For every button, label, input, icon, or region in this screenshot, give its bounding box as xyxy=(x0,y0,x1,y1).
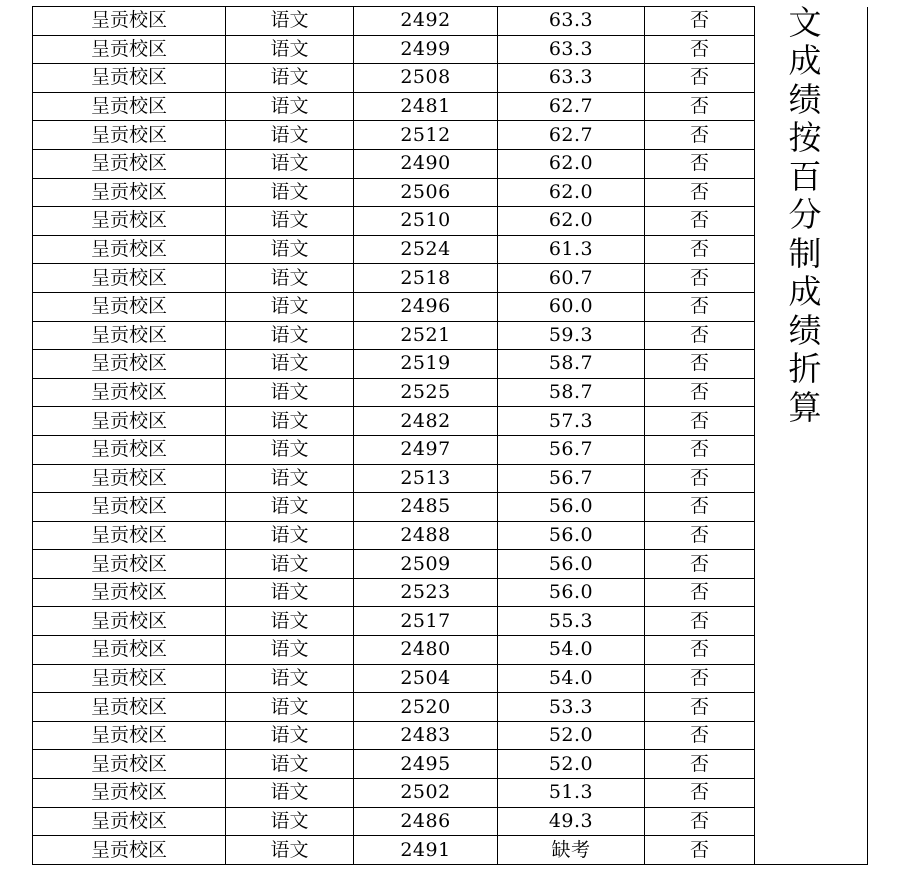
student-id-cell: 2496 xyxy=(354,292,498,321)
student-id-cell: 2517 xyxy=(354,607,498,636)
flag-cell: 否 xyxy=(645,35,755,64)
score-cell: 61.3 xyxy=(498,235,645,264)
flag-cell: 否 xyxy=(645,292,755,321)
subject-cell: 语文 xyxy=(226,521,354,550)
table-row xyxy=(33,664,868,693)
campus-cell: 呈贡校区 xyxy=(33,178,226,207)
campus-cell: 呈贡校区 xyxy=(33,807,226,836)
campus-cell: 呈贡校区 xyxy=(33,435,226,464)
score-cell: 60.0 xyxy=(498,292,645,321)
subject-cell: 语文 xyxy=(226,636,354,665)
score-cell: 63.3 xyxy=(498,64,645,93)
table-row xyxy=(33,321,868,350)
student-id-cell: 2481 xyxy=(354,92,498,121)
campus-cell: 呈贡校区 xyxy=(33,92,226,121)
subject-cell: 语文 xyxy=(226,779,354,808)
table-row xyxy=(33,350,868,379)
subject-cell: 语文 xyxy=(226,836,354,865)
subject-cell: 语文 xyxy=(226,664,354,693)
table-row xyxy=(33,121,868,150)
subject-cell: 语文 xyxy=(226,121,354,150)
subject-cell: 语文 xyxy=(226,64,354,93)
flag-cell: 否 xyxy=(645,607,755,636)
campus-cell: 呈贡校区 xyxy=(33,207,226,236)
table-row xyxy=(33,35,868,64)
campus-cell: 呈贡校区 xyxy=(33,121,226,150)
flag-cell: 否 xyxy=(645,378,755,407)
table-row xyxy=(33,7,868,36)
score-cell: 62.0 xyxy=(498,149,645,178)
student-id-cell: 2490 xyxy=(354,149,498,178)
campus-cell: 呈贡校区 xyxy=(33,493,226,522)
score-cell: 56.0 xyxy=(498,578,645,607)
score-table xyxy=(32,3,868,865)
student-id-cell: 2523 xyxy=(354,578,498,607)
score-cell: 59.3 xyxy=(498,321,645,350)
student-id-cell: 2512 xyxy=(354,121,498,150)
subject-cell: 语文 xyxy=(226,435,354,464)
flag-cell: 否 xyxy=(645,664,755,693)
student-id-cell: 2483 xyxy=(354,721,498,750)
table-row xyxy=(33,378,868,407)
campus-cell: 呈贡校区 xyxy=(33,464,226,493)
table-row xyxy=(33,607,868,636)
table-row xyxy=(33,779,868,808)
campus-cell: 呈贡校区 xyxy=(33,779,226,808)
subject-cell: 语文 xyxy=(226,721,354,750)
subject-cell: 语文 xyxy=(226,807,354,836)
side-note-cell xyxy=(755,3,868,865)
campus-cell: 呈贡校区 xyxy=(33,7,226,36)
campus-cell: 呈贡校区 xyxy=(33,636,226,665)
student-id-cell: 2504 xyxy=(354,664,498,693)
campus-cell: 呈贡校区 xyxy=(33,350,226,379)
campus-cell: 呈贡校区 xyxy=(33,836,226,865)
flag-cell: 否 xyxy=(645,779,755,808)
flag-cell: 否 xyxy=(645,435,755,464)
table-row xyxy=(33,578,868,607)
student-id-cell: 2482 xyxy=(354,407,498,436)
flag-cell: 否 xyxy=(645,178,755,207)
student-id-cell: 2485 xyxy=(354,493,498,522)
score-cell: 52.0 xyxy=(498,721,645,750)
table-row xyxy=(33,64,868,93)
flag-cell: 否 xyxy=(645,264,755,293)
subject-cell: 语文 xyxy=(226,578,354,607)
score-cell: 56.7 xyxy=(498,464,645,493)
table-row xyxy=(33,807,868,836)
flag-cell: 否 xyxy=(645,350,755,379)
table-row xyxy=(33,149,868,178)
student-id-cell: 2506 xyxy=(354,178,498,207)
subject-cell: 语文 xyxy=(226,178,354,207)
student-id-cell: 2521 xyxy=(354,321,498,350)
score-cell: 62.7 xyxy=(498,121,645,150)
table-row xyxy=(33,92,868,121)
campus-cell: 呈贡校区 xyxy=(33,750,226,779)
student-id-cell: 2513 xyxy=(354,464,498,493)
score-cell: 56.0 xyxy=(498,493,645,522)
campus-cell: 呈贡校区 xyxy=(33,378,226,407)
subject-cell: 语文 xyxy=(226,292,354,321)
flag-cell: 否 xyxy=(645,750,755,779)
student-id-cell: 2491 xyxy=(354,836,498,865)
campus-cell: 呈贡校区 xyxy=(33,664,226,693)
table-row xyxy=(33,264,868,293)
subject-cell: 语文 xyxy=(226,92,354,121)
subject-cell: 语文 xyxy=(226,607,354,636)
flag-cell: 否 xyxy=(645,464,755,493)
flag-cell: 否 xyxy=(645,578,755,607)
table-row xyxy=(33,521,868,550)
subject-cell: 语文 xyxy=(226,207,354,236)
table-row xyxy=(33,750,868,779)
flag-cell: 否 xyxy=(645,7,755,36)
flag-cell: 否 xyxy=(645,636,755,665)
subject-cell: 语文 xyxy=(226,550,354,579)
student-id-cell: 2480 xyxy=(354,636,498,665)
score-cell: 63.3 xyxy=(498,35,645,64)
flag-cell: 否 xyxy=(645,321,755,350)
score-cell: 58.7 xyxy=(498,350,645,379)
subject-cell: 语文 xyxy=(226,7,354,36)
subject-cell: 语文 xyxy=(226,750,354,779)
table-row xyxy=(33,235,868,264)
student-id-cell: 2525 xyxy=(354,378,498,407)
score-cell: 51.3 xyxy=(498,779,645,808)
subject-cell: 语文 xyxy=(226,235,354,264)
table-row xyxy=(33,464,868,493)
score-table-body xyxy=(33,3,868,865)
table-row xyxy=(33,207,868,236)
subject-cell: 语文 xyxy=(226,350,354,379)
campus-cell: 呈贡校区 xyxy=(33,64,226,93)
student-id-cell: 2502 xyxy=(354,779,498,808)
score-cell: 52.0 xyxy=(498,750,645,779)
subject-cell: 语文 xyxy=(226,493,354,522)
score-cell: 54.0 xyxy=(498,664,645,693)
campus-cell: 呈贡校区 xyxy=(33,149,226,178)
student-id-cell: 2519 xyxy=(354,350,498,379)
score-cell: 56.7 xyxy=(498,435,645,464)
campus-cell: 呈贡校区 xyxy=(33,407,226,436)
table-row xyxy=(33,693,868,722)
flag-cell: 否 xyxy=(645,149,755,178)
student-id-cell: 2495 xyxy=(354,750,498,779)
subject-cell: 语文 xyxy=(226,464,354,493)
table-row xyxy=(33,178,868,207)
campus-cell: 呈贡校区 xyxy=(33,607,226,636)
score-cell: 49.3 xyxy=(498,807,645,836)
flag-cell: 否 xyxy=(645,521,755,550)
campus-cell: 呈贡校区 xyxy=(33,321,226,350)
flag-cell: 否 xyxy=(645,235,755,264)
student-id-cell: 2486 xyxy=(354,807,498,836)
flag-cell: 否 xyxy=(645,493,755,522)
score-cell: 62.0 xyxy=(498,207,645,236)
score-cell: 58.7 xyxy=(498,378,645,407)
flag-cell: 否 xyxy=(645,64,755,93)
campus-cell: 呈贡校区 xyxy=(33,264,226,293)
table-row xyxy=(33,435,868,464)
score-cell: 缺考 xyxy=(498,836,645,865)
subject-cell: 语文 xyxy=(226,321,354,350)
student-id-cell: 2488 xyxy=(354,521,498,550)
table-row xyxy=(33,721,868,750)
subject-cell: 语文 xyxy=(226,149,354,178)
flag-cell: 否 xyxy=(645,407,755,436)
score-cell: 63.3 xyxy=(498,7,645,36)
flag-cell: 否 xyxy=(645,807,755,836)
score-cell: 62.0 xyxy=(498,178,645,207)
campus-cell: 呈贡校区 xyxy=(33,693,226,722)
flag-cell: 否 xyxy=(645,721,755,750)
flag-cell: 否 xyxy=(645,693,755,722)
subject-cell: 语文 xyxy=(226,378,354,407)
subject-cell: 语文 xyxy=(226,35,354,64)
score-cell: 62.7 xyxy=(498,92,645,121)
score-cell: 56.0 xyxy=(498,521,645,550)
student-id-cell: 2520 xyxy=(354,693,498,722)
subject-cell: 语文 xyxy=(226,264,354,293)
subject-cell: 语文 xyxy=(226,693,354,722)
campus-cell: 呈贡校区 xyxy=(33,35,226,64)
score-cell: 55.3 xyxy=(498,607,645,636)
table-row xyxy=(33,407,868,436)
campus-cell: 呈贡校区 xyxy=(33,521,226,550)
campus-cell: 呈贡校区 xyxy=(33,550,226,579)
subject-cell: 语文 xyxy=(226,407,354,436)
score-cell: 60.7 xyxy=(498,264,645,293)
table-row xyxy=(33,836,868,865)
score-cell: 54.0 xyxy=(498,636,645,665)
score-cell: 57.3 xyxy=(498,407,645,436)
flag-cell: 否 xyxy=(645,550,755,579)
table-row xyxy=(33,636,868,665)
flag-cell: 否 xyxy=(645,207,755,236)
score-cell: 53.3 xyxy=(498,693,645,722)
table-row xyxy=(33,292,868,321)
student-id-cell: 2524 xyxy=(354,235,498,264)
student-id-cell: 2508 xyxy=(354,64,498,93)
student-id-cell: 2510 xyxy=(354,207,498,236)
campus-cell: 呈贡校区 xyxy=(33,235,226,264)
student-id-cell: 2509 xyxy=(354,550,498,579)
flag-cell: 否 xyxy=(645,836,755,865)
table-row xyxy=(33,550,868,579)
flag-cell: 否 xyxy=(645,92,755,121)
student-id-cell: 2499 xyxy=(354,35,498,64)
table-row xyxy=(33,493,868,522)
student-id-cell: 2518 xyxy=(354,264,498,293)
flag-cell: 否 xyxy=(645,121,755,150)
campus-cell: 呈贡校区 xyxy=(33,721,226,750)
campus-cell: 呈贡校区 xyxy=(33,578,226,607)
side-note-text: 文成绩按百分制成绩折算 xyxy=(788,3,822,427)
student-id-cell: 2492 xyxy=(354,7,498,36)
campus-cell: 呈贡校区 xyxy=(33,292,226,321)
student-id-cell: 2497 xyxy=(354,435,498,464)
score-cell: 56.0 xyxy=(498,550,645,579)
